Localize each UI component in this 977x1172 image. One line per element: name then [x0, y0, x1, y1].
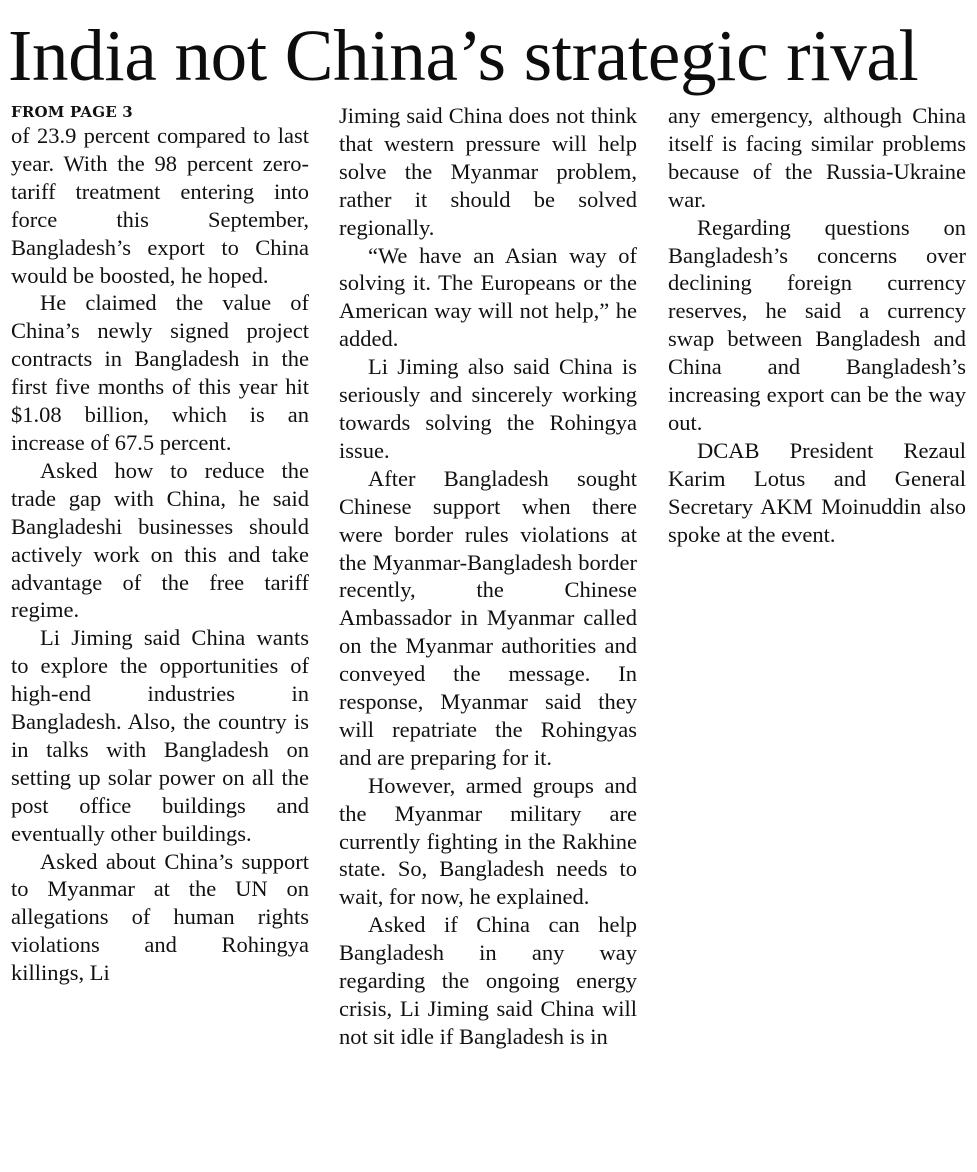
article-headline: India not China’s strategic rival: [8, 15, 919, 96]
paragraph: However, armed groups and the Myanmar military are currently fighting in the Rakhine state. So, Bangladesh needs to wait, for now, he explained.: [339, 772, 637, 910]
paragraph: He claimed the value of China’s newly signed project contracts in Bangladesh in the first five months of this year hit $1.08 billion, which is an increase of 67.5 percent.: [11, 290, 309, 455]
paragraph: Regarding questions on Bangladesh’s concerns over declining foreign currency reserves, he said a currency swap between Bangladesh and China and Bangladesh’s increasing export can be the way out.: [668, 214, 966, 435]
paragraph: Asked if China can help Bangladesh in any way regarding the ongoing energy crisis, Li Jiming said China will not sit idle if Bangladesh is in: [339, 912, 637, 1049]
paragraph: Asked how to reduce the trade gap with China, he said Bangladeshi businesses should actively work on this and take advantage of the free tariff regime.: [11, 457, 309, 623]
paragraph: Asked about China’s support to Myanmar at the UN on allegations of human rights violations and Rohingya killings, Li: [11, 848, 309, 986]
paragraph: Li Jiming said China wants to explore the opportunities of high-end industries in Bangladesh. Also, the country is in talks with Bangladesh on setting up solar power on all the post office buildings and eventually other buildings.: [11, 625, 309, 846]
paragraph: DCAB President Rezaul Karim Lotus and General Secretary AKM Moinuddin also spoke at the event.: [668, 437, 966, 547]
continuation-kicker: FROM PAGE 3: [11, 103, 133, 121]
paragraph: “We have an Asian way of solving it. The Europeans or the American way will not help,” he added.: [339, 242, 637, 352]
paragraph: After Bangladesh sought Chinese support when there were border rules violations at the Myanmar-Bangladesh border recently, the Chinese Ambassador in Myanmar called on the Myanmar authorities and conveyed the message. In response, Myanmar said they will repatriate the Rohingyas and are preparing for it.: [339, 465, 637, 770]
paragraph: Jiming said China does not think that western pressure will help solve the Myanmar problem, rather it should be solved regionally.: [339, 103, 637, 240]
paragraph: any emergency, although China itself is facing similar problems because of the Russia-Ukraine war.: [668, 103, 966, 212]
paragraph: of 23.9 percent compared to last year. With the 98 percent zero-tariff treatment entering into force this September, Bangladesh’s export to China would be boosted, he hoped.: [11, 123, 309, 288]
article-column-3: [668, 102, 966, 549]
article-column-1: [11, 102, 309, 987]
article-column-2: [339, 102, 637, 1051]
paragraph: Li Jiming also said China is seriously and sincerely working towards solving the Rohingya issue.: [339, 354, 637, 463]
